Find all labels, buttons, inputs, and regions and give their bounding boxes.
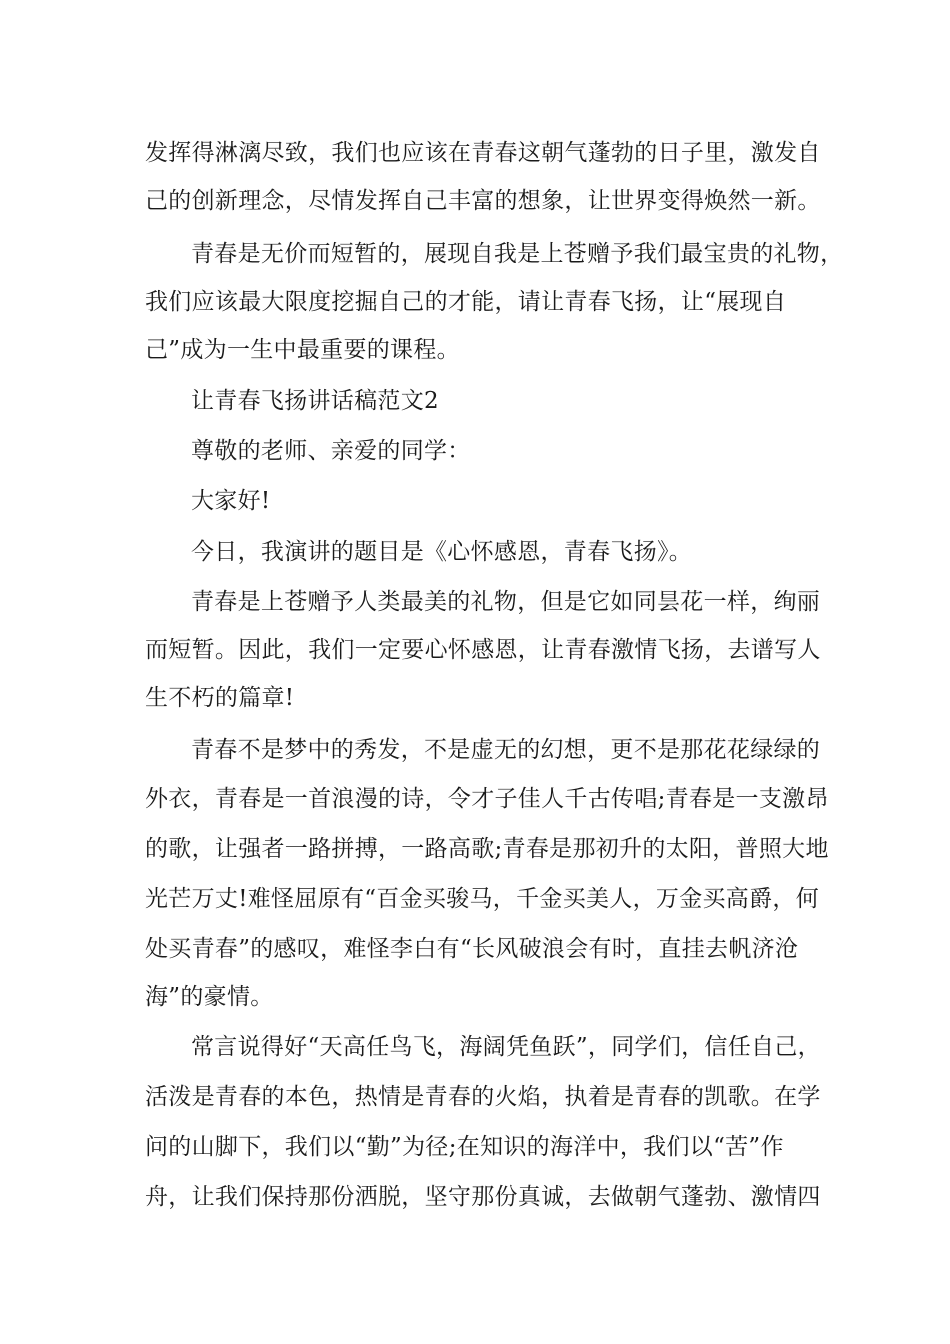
text-line: 己”成为一生中最重要的课程。 — [145, 337, 460, 363]
text-line: 青春是上苍赠予人类最美的礼物，但是它如同昙花一样，绚丽 — [191, 589, 821, 615]
text-line: 生不朽的篇章! — [145, 685, 295, 711]
text-line: 处买青春”的感叹，难怪李白有“长风破浪会有时，直挂去帆济沧 — [145, 936, 799, 962]
text-line: 外衣，青春是一首浪漫的诗，令才子佳人千古传唱;青春是一支激昂 — [145, 786, 829, 812]
text-line: 今日，我演讲的题目是《心怀感恩，青春飞扬》。 — [191, 539, 693, 565]
text-line: 青春不是梦中的秀发，不是虚无的幻想，更不是那花花绿绿的 — [191, 737, 821, 763]
text-line: 青春是无价而短暂的，展现自我是上苍赠予我们最宝贵的礼物， — [191, 241, 844, 267]
text-line: 而短暂。因此，我们一定要心怀感恩，让青春激情飞扬，去谱写人 — [145, 637, 821, 663]
text-line: 尊敬的老师、亲爱的同学： — [191, 438, 471, 464]
text-line: 光芒万丈!难怪屈原有“百金买骏马，千金买美人，万金买高爵，何 — [145, 886, 820, 912]
text-line: 己的创新理念，尽情发挥自己丰富的想象，让世界变得焕然一新。 — [145, 188, 821, 214]
text-line: 的歌，让强者一路拼搏，一路高歌;青春是那初升的太阳，普照大地 — [145, 836, 829, 862]
text-line: 我们应该最大限度挖掘自己的才能，请让青春飞扬，让“展现自 — [145, 289, 787, 315]
text-line: 活泼是青春的本色，热情是青春的火焰，执着是青春的凯歌。在学 — [145, 1084, 821, 1110]
text-line: 发挥得淋漓尽致，我们也应该在青春这朝气蓬勃的日子里，激发自 — [145, 140, 821, 166]
text-line: 问的山脚下，我们以“勤”为径;在知识的海洋中，我们以“苦”作 — [145, 1134, 784, 1160]
text-line: 常言说得好“天高任鸟飞，海阔凭鱼跃”，同学们，信任自己， — [191, 1034, 821, 1060]
section-heading: 让青春飞扬讲话稿范文2 — [191, 388, 439, 414]
text-line: 海”的豪情。 — [145, 984, 274, 1010]
text-line: 大家好! — [191, 488, 271, 514]
text-line: 舟，让我们保持那份洒脱，坚守那份真诚，去做朝气蓬勃、激情四 — [145, 1184, 821, 1210]
